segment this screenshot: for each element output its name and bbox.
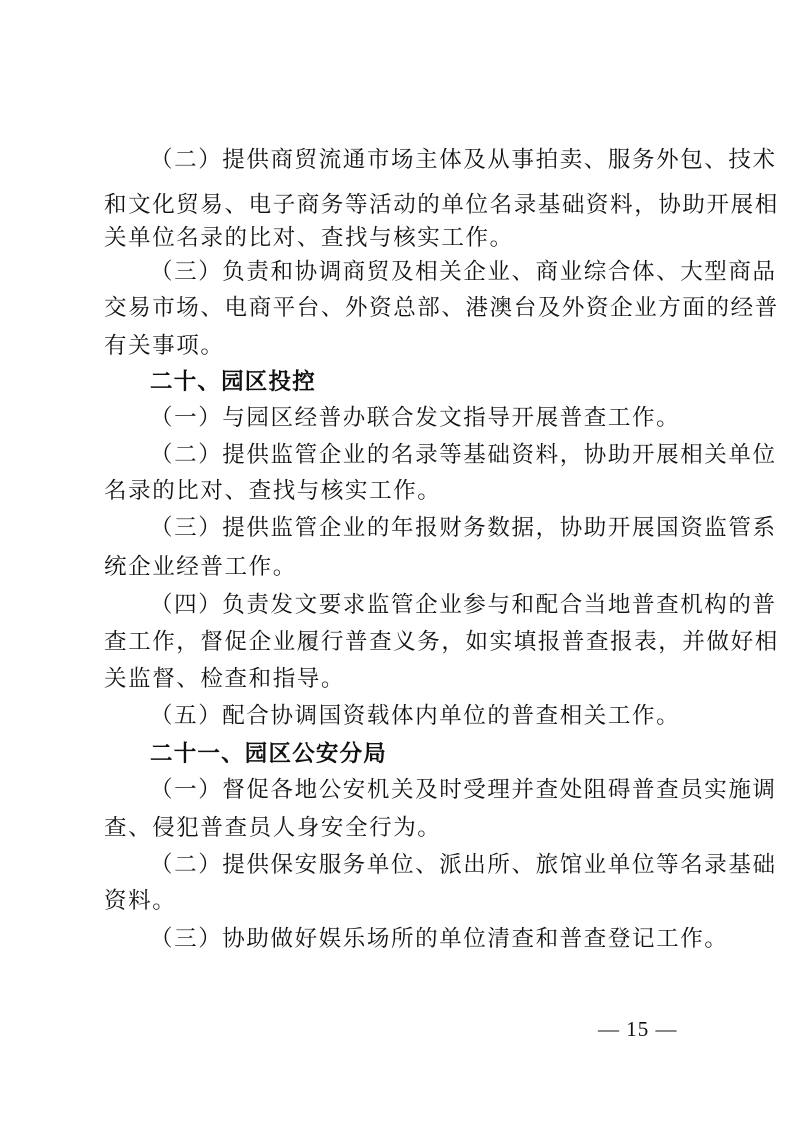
paragraph-line: 有关事项。 xyxy=(104,333,225,359)
paragraph-line: 关单位名录的比对、查找与核实工作。 xyxy=(104,225,514,251)
paragraph-line: 查、侵犯普查员人身安全行为。 xyxy=(104,815,442,841)
paragraph-line: （一）督促各地公安机关及时受理并查处阻碍普查员实施调 xyxy=(150,777,777,803)
paragraph-line: （三）协助做好娱乐场所的单位清查和普查登记工作。 xyxy=(150,926,729,952)
paragraph-line: （四）负责发文要求监管企业参与和配合当地普查机构的普 xyxy=(150,592,777,618)
paragraph-line: 名录的比对、查找与核实工作。 xyxy=(104,478,442,504)
paragraph-line: （三）负责和协调商贸及相关企业、商业综合体、大型商品 xyxy=(150,259,777,285)
paragraph-line: 交易市场、电商平台、外资总部、港澳台及外资企业方面的经普 xyxy=(104,295,779,321)
paragraph-line: 和文化贸易、电子商务等活动的单位名录基础资料，协助开展相 xyxy=(104,192,779,218)
paragraph-line: （二）提供监管企业的名录等基础资料，协助开展相关单位 xyxy=(150,442,777,468)
paragraph-line: 资料。 xyxy=(104,888,177,914)
paragraph-line: 统企业经普工作。 xyxy=(104,554,297,580)
page-number: — 15 — xyxy=(598,1017,678,1041)
paragraph-line: （三）提供监管企业的年报财务数据，协助开展国资监管系 xyxy=(150,515,777,541)
paragraph-line: 查工作，督促企业履行普查义务，如实填报普查报表，并做好相 xyxy=(104,629,779,655)
section-heading: 二十一、园区公安分局 xyxy=(150,741,388,767)
paragraph-line: （二）提供商贸流通市场主体及从事拍卖、服务外包、技术 xyxy=(150,147,777,173)
paragraph-line: 关监督、检查和指导。 xyxy=(104,666,346,692)
section-heading: 二十、园区投控 xyxy=(150,369,316,395)
paragraph-line: （二）提供保安服务单位、派出所、旅馆业单位等名录基础 xyxy=(150,852,777,878)
paragraph-line: （一）与园区经普办联合发文指导开展普查工作。 xyxy=(150,405,681,431)
paragraph-line: （五）配合协调国资载体内单位的普查相关工作。 xyxy=(150,703,681,729)
